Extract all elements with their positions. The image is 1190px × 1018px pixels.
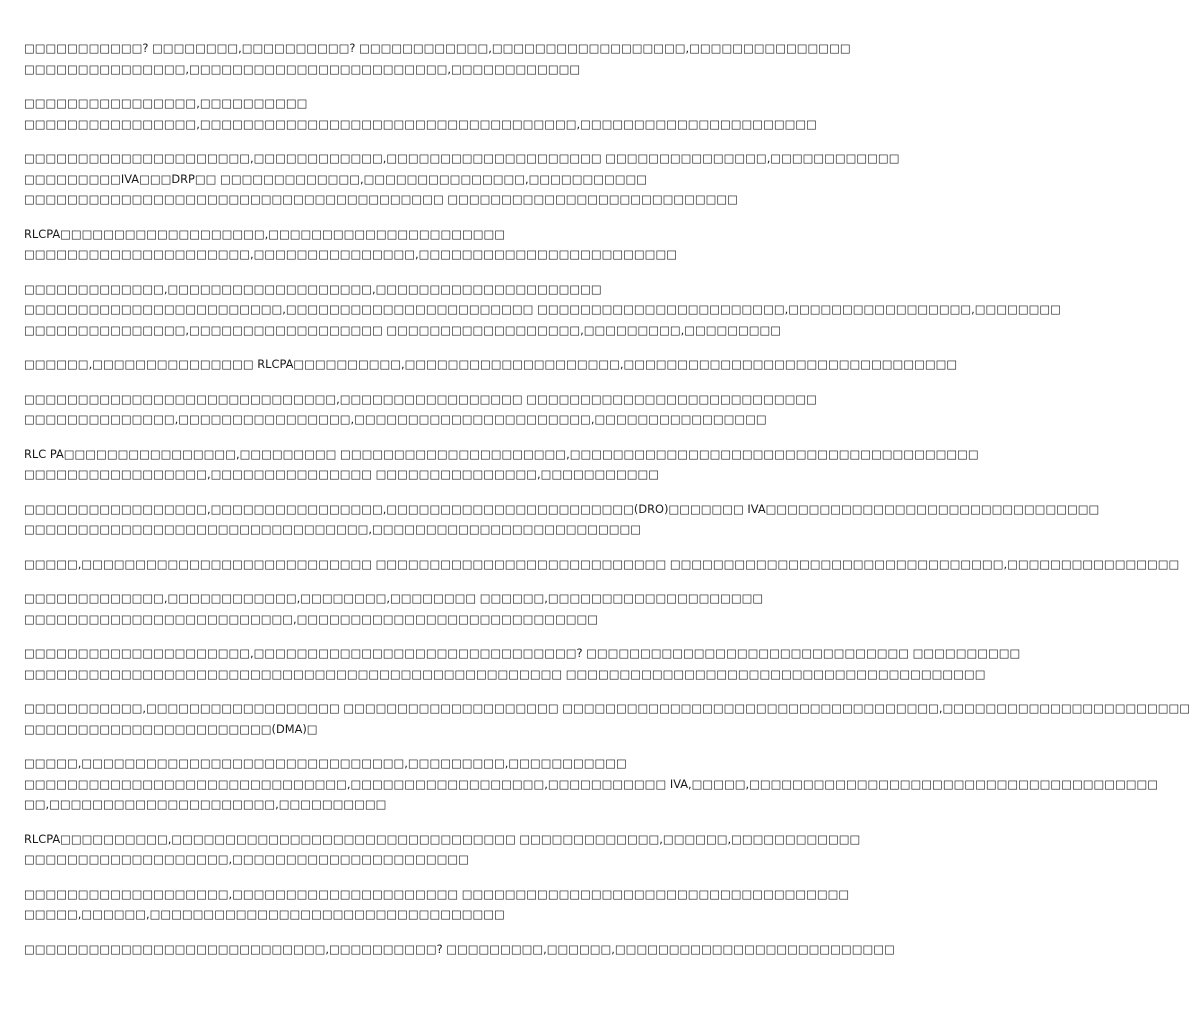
paragraph: [24, 354, 958, 375]
text-line: □□□□□□□□□□□□□□□□□□□,□□□□□□□□□□□□□□□□□□□□□ □□□□□□□□□□□□□□□□□□□□□□□□□□□□□□□□□□□□: [24, 886, 850, 901]
text-line: □□□□□□,□□□□□□□□□□□□□□□ RLCPA□□□□□□□□□□,□□□□□□□□□□□□□□□□□□□□,□□□□□□□□□□□□□□□□□□□□□□□□□□□□□□□: [24, 357, 958, 371]
text-line: □□□□□□□□□□□□□□,□□□□□□□□□□□□□□□□,□□□□□□□□□□□□□□□□□□□□□□,□□□□□□□□□□□□□□□□: [24, 412, 767, 426]
text-line: RLCPA□□□□□□□□□□□□□□□□□□□,□□□□□□□□□□□□□□□□□□□□□□: [24, 226, 506, 241]
paragraph: [24, 38, 851, 79]
text-line: □□□□□□□□□□□□□□□□□□□□□□□□□,□□□□□□□□□□□□□□□□□□□□□□□□□□□□: [24, 611, 599, 626]
text-line: RLCPA□□□□□□□□□□,□□□□□□□□□□□□□□□□□□□□□□□□□□□□□□□□ □□□□□□□□□□□□□,□□□□□□,□□□□□□□□□□□□: [24, 831, 861, 846]
paragraph: [24, 753, 1159, 815]
text-line: □□□□□□□□□□□□□,□□□□□□□□□□□□,□□□□□□□□,□□□□□□□□ □□□□□□,□□□□□□□□□□□□□□□□□□□□: [24, 591, 764, 605]
text-line: □□□□□□□□□IVA□□□DRP□□ □□□□□□□□□□□□□,□□□□□□□□□□□□□□□,□□□□□□□□□□□: [24, 171, 648, 186]
paragraph: [24, 643, 1021, 684]
text-line: □□□□□□□□□□□□□□□□□□□□□,□□□□□□□□□□□□,□□□□□□□□□□□□□□□□□□□□ □□□□□□□□□□□□□□□,□□□□□□□□□□□□: [24, 151, 900, 165]
paragraph: [24, 698, 1190, 739]
text-line: □□□□□□□□□□□□□□□,□□□□□□□□□□□□□□□□□□□□□□□□,□□□□□□□□□□□□: [24, 61, 581, 76]
text-line: □□□□□□□□□□□□□□□□□□□,□□□□□□□□□□□□□□□□□□□□□□: [24, 852, 469, 866]
text-line: □□□□□□□□□□□□□□□□□□□□□□□(DMA)□: [24, 721, 318, 736]
text-line: □□□□□□□□□□□□□□□□□□□□□,□□□□□□□□□□□□□□□,□□□□□□□□□□□□□□□□□□□□□□□□: [24, 247, 677, 261]
text-line: □□,□□□□□□□□□□□□□□□□□□□□□,□□□□□□□□□□: [24, 797, 387, 811]
text-line: RLC PA□□□□□□□□□□□□□□□□,□□□□□□□□□ □□□□□□□□□□□□□□□□□□□□□,□□□□□□□□□□□□□□□□□□□□□□□□□□□□□□□□□□□□□□: [24, 446, 979, 461]
text-line: □□□□□□□□□□□□□□□□□□□□□□□□□□□□,□□□□□□□□□□? □□□□□□□□□,□□□□□□,□□□□□□□□□□□□□□□□□□□□□□□□□□: [24, 941, 895, 956]
text-line: □□□□□□□□□□□□□□□□□□□□□□□□,□□□□□□□□□□□□□□□□□□□□□□□ □□□□□□□□□□□□□□□□□□□□□□□,□□□□□□□□□□□□□□□□□,□□□□□□□□: [24, 302, 1061, 316]
text-line: □□□□□□□□□□□□□□□□,□□□□□□□□□□□□□□□□□□□□□□□□□□□□□□□□□□□,□□□□□□□□□□□□□□□□□□□□□□: [24, 116, 817, 131]
text-line: □□□□□□□□□□□□□□□□□□□□□□□□□□□□□,□□□□□□□□□□□□□□□□□ □□□□□□□□□□□□□□□□□□□□□□□□□□□: [24, 391, 817, 406]
text-line: □□□□□□□□□□□□□□□□□□□□□□□□□□□□□□□□□□□□□□□ □□□□□□□□□□□□□□□□□□□□□□□□□□□: [24, 192, 738, 206]
paragraph: [24, 389, 817, 430]
text-line: □□□□□□□□□□□□□□□,□□□□□□□□□□□□□□□□□□ □□□□□□□□□□□□□□□□□□,□□□□□□□□□,□□□□□□□□□: [24, 322, 782, 337]
text-line: □□□□□□□□□□□□□□□□□□□□□,□□□□□□□□□□□□□□□□□□□□□□□□□□□□□□? □□□□□□□□□□□□□□□□□□□□□□□□□□□□□□ □□□□□□□□□□: [24, 646, 1021, 660]
text-line: □□□□□□□□□□□□□□□□□□□□□□□□□□□□□□□□,□□□□□□□□□□□□□□□□□□□□□□□□□: [24, 522, 642, 536]
paragraph: [24, 444, 979, 485]
document-body: [24, 38, 1190, 973]
text-line: □□□□□,□□□□□□□□□□□□□□□□□□□□□□□□□□□□□□,□□□□□□□□□,□□□□□□□□□□□: [24, 756, 627, 770]
text-line: □□□□□□□□□□□□□□□□□□□□□□□□□□□□□□□□□□□□□□□□□□□□□□□□□□ □□□□□□□□□□□□□□□□□□□□□□□□□□□□□□□□□□□□□□□: [24, 666, 986, 681]
text-line: □□□□□,□□□□□□,□□□□□□□□□□□□□□□□□□□□□□□□□□□□□□□□□: [24, 907, 505, 921]
text-line: □□□□□,□□□□□□□□□□□□□□□□□□□□□□□□□□□ □□□□□□□□□□□□□□□□□□□□□□□□□□□ □□□□□□□□□□□□□□□□□□□□□□□□□□□□□□□,□□□□□□□□□□□□□□□□: [24, 556, 1180, 571]
paragraph: [24, 224, 704, 265]
text-line: □□□□□□□□□□□,□□□□□□□□□□□□□□□□□□ □□□□□□□□□□□□□□□□□□□□ □□□□□□□□□□□□□□□□□□□□□□□□□□□□□□□□□□□,□□□□□□□□□□□□□□□□□□□□□□□: [24, 701, 1190, 715]
paragraph: [24, 939, 895, 960]
text-line: □□□□□□□□□□□□□,□□□□□□□□□□□□□□□□□□□,□□□□□□□□□□□□□□□□□□□□□: [24, 281, 602, 296]
text-line: □□□□□□□□□□□□□□□□□,□□□□□□□□□□□□□□□ □□□□□□□□□□□□□□□,□□□□□□□□□□□: [24, 467, 660, 481]
text-line: □□□□□□□□□□□? □□□□□□□□,□□□□□□□□□□? □□□□□□□□□□□□,□□□□□□□□□□□□□□□□□□,□□□□□□□□□□□□□□□: [24, 41, 851, 55]
paragraph: [24, 93, 817, 134]
text-line: □□□□□□□□□□□□□□□□□,□□□□□□□□□□□□□□□□,□□□□□□□□□□□□□□□□□□□□□□□(DRO)□□□□□□□ IVA□□□□□□□□□□□□□□□□□□□□□□□□□□□□□□□: [24, 501, 1100, 516]
paragraph: [24, 499, 1100, 540]
text-line: □□□□□□□□□□□□□□□□,□□□□□□□□□□: [24, 96, 308, 110]
paragraph: [24, 148, 900, 210]
paragraph: [24, 279, 1061, 341]
paragraph: [24, 554, 1180, 575]
paragraph: [24, 588, 764, 629]
paragraph: [24, 884, 850, 925]
paragraph: [24, 829, 861, 870]
text-line: □□□□□□□□□□□□□□□□□□□□□□□□□□□□□□,□□□□□□□□□□□□□□□□□□,□□□□□□□□□□□ IVA,□□□□□,□□□□□□□□□□□□□□□□□□□□□□□□□□□□□□□□□□□□□□: [24, 776, 1159, 791]
